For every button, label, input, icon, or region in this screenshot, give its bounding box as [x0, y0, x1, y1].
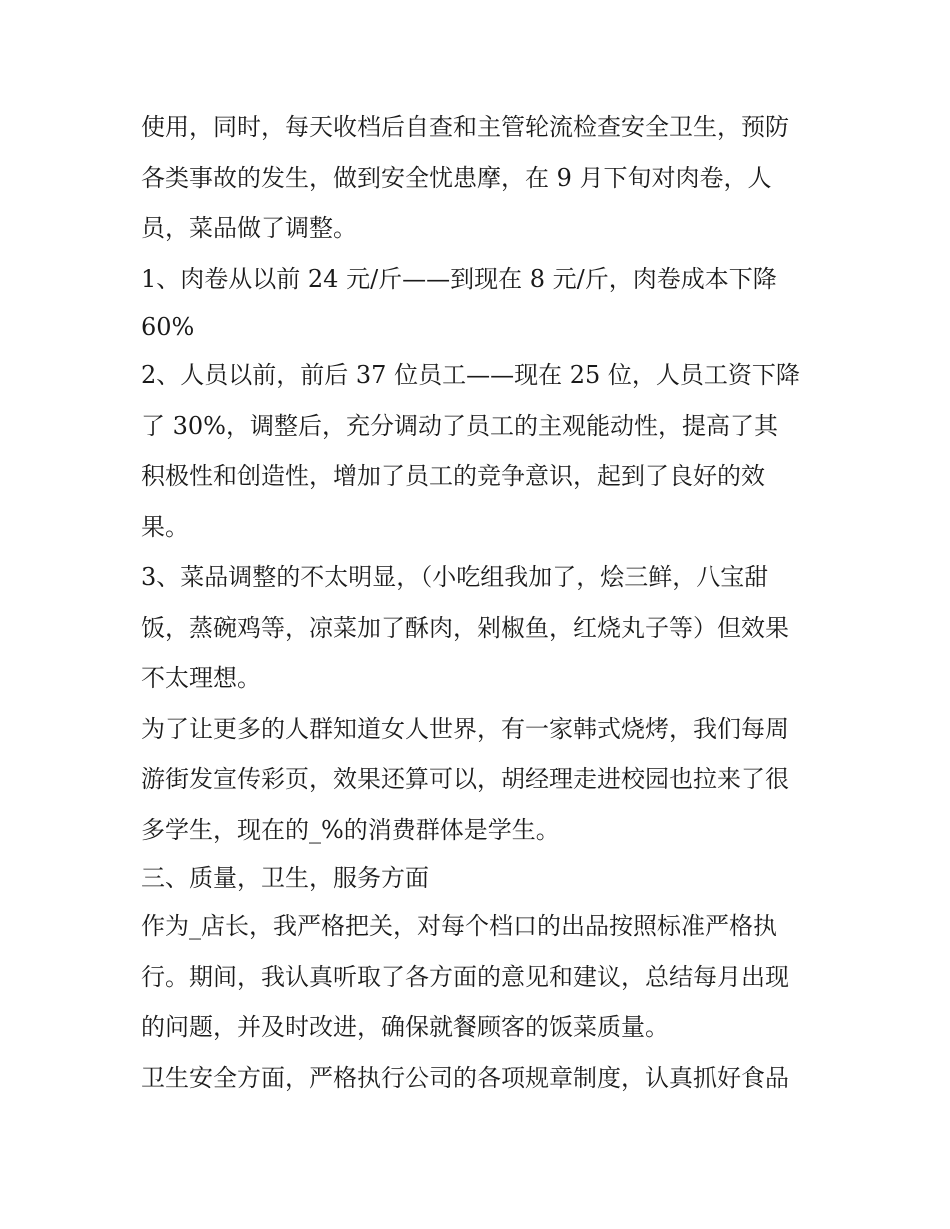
text-line: 不太理想。 — [141, 664, 261, 692]
text-line: 果。 — [141, 512, 189, 541]
text-line: 的问题，并及时改进，确保就餐顾客的饭菜质量。 — [141, 1013, 669, 1041]
list-item-2: 2、人员以前，前后 37 位员工——现在 25 位，人员工资下降 — [141, 361, 800, 389]
paragraph-line: 为了让更多的人群知道女人世界，有一家韩式烧烤，我们每周 — [141, 714, 789, 743]
paragraph-line: 作为_店长，我严格把关，对每个档口的出品按照标准严格执 — [141, 912, 777, 940]
text-line: 饭，蒸碗鸡等，凉菜加了酥肉，剁椒鱼，红烧丸子等）但效果 — [141, 613, 789, 642]
text-line: 积极性和创造性，增加了员工的竞争意识，起到了良好的效 — [141, 462, 765, 490]
text-line: 了 30%，调整后，充分调动了员工的主观能动性，提高了其 — [141, 411, 778, 440]
text-line: 行。期间，我认真听取了各方面的意见和建议，总结每月出现 — [141, 962, 789, 991]
list-item-3: 3、菜品调整的不太明显，（小吃组我加了，烩三鲜，八宝甜 — [141, 563, 769, 591]
text-line: 游街发宣传彩页，效果还算可以，胡经理走进校园也拉来了很 — [141, 765, 789, 793]
text-line: 60% — [141, 313, 195, 341]
document-body — [141, 102, 813, 1103]
list-item-1: 1、肉卷从以前 24 元/斤——到现在 8 元/斤，肉卷成本下降 — [141, 264, 777, 293]
text-line: 多学生，现在的_%的消费群体是学生。 — [141, 815, 560, 844]
text-line: 使用，同时，每天收档后自查和主管轮流检查安全卫生，预防 — [141, 113, 789, 141]
section-heading: 三、质量，卫生，服务方面 — [141, 864, 429, 892]
text-line: 各类事故的发生，做到安全忧患摩，在 9 月下旬对肉卷，人 — [141, 163, 772, 192]
text-line: 员，菜品做了调整。 — [141, 214, 357, 242]
paragraph-line: 卫生安全方面，严格执行公司的各项规章制度，认真抓好食品 — [141, 1063, 789, 1092]
